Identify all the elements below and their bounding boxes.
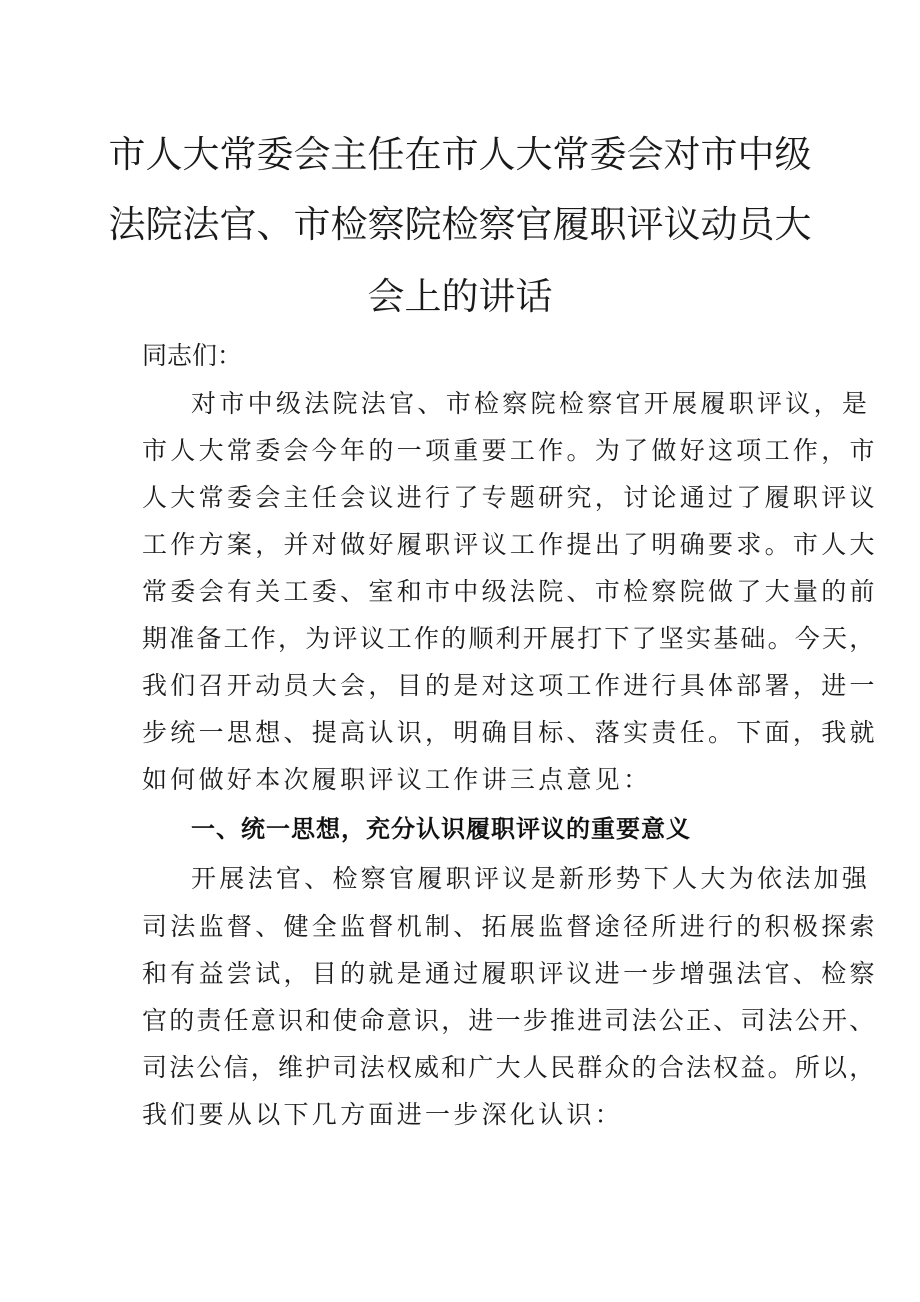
paragraph-1-line: 常委会有关工委、室和市中级法院、市检察院做了大量的前 — [142, 577, 878, 606]
paragraph-1-line: 期准备工作，为评议工作的顺利开展打下了坚实基础。今天， — [142, 624, 877, 653]
paragraph-2-line: 司法公信，维护司法权威和广大人民群众的合法权益。所以， — [142, 1053, 877, 1082]
paragraph-1-line: 工作方案，并对做好履职评议工作提出了明确要求。市人大 — [142, 530, 878, 559]
paragraph-1-line: 步统一思想、提高认识，明确目标、落实责任。下面，我就 — [142, 718, 878, 747]
section-1-heading: 一、统一思想，充分认识履职评议的重要意义 — [191, 815, 691, 843]
paragraph-1-line: 市人大常委会今年的一项重要工作。为了做好这项工作，市 — [142, 436, 878, 465]
paragraph-2-line: 和有益尝试，目的就是通过履职评议进一步增强法官、检察 — [142, 959, 878, 988]
paragraph-2-line: 官的责任意识和使命意识，进一步推进司法公正、司法公开、 — [142, 1006, 877, 1035]
paragraph-1-line: 人大常委会主任会议进行了专题研究，讨论通过了履职评议 — [142, 483, 878, 512]
paragraph-2-line: 我们要从以下几方面进一步深化认识： — [142, 1100, 624, 1129]
salutation: 同志们： — [142, 341, 243, 370]
paragraph-2-line: 开展法官、检察官履职评议是新形势下人大为依法加强 — [191, 864, 871, 893]
document-title-line-1: 市人大常委会主任在市人大常委会对市中级 — [108, 133, 812, 176]
paragraph-2-line: 司法监督、健全监督机制、拓展监督途径所进行的积极探索 — [142, 912, 878, 941]
paragraph-1-line: 如何做好本次履职评议工作讲三点意见： — [142, 765, 652, 794]
paragraph-1-line: 对市中级法院法官、市检察院检察官开展履职评议，是 — [191, 389, 871, 418]
document-title-line-2: 法院法官、市检察院检察官履职评议动员大 — [108, 203, 812, 246]
paragraph-1-line: 我们召开动员大会，目的是对这项工作进行具体部署，进一 — [142, 671, 878, 700]
document-title-line-3: 会上的讲话 — [367, 275, 553, 318]
